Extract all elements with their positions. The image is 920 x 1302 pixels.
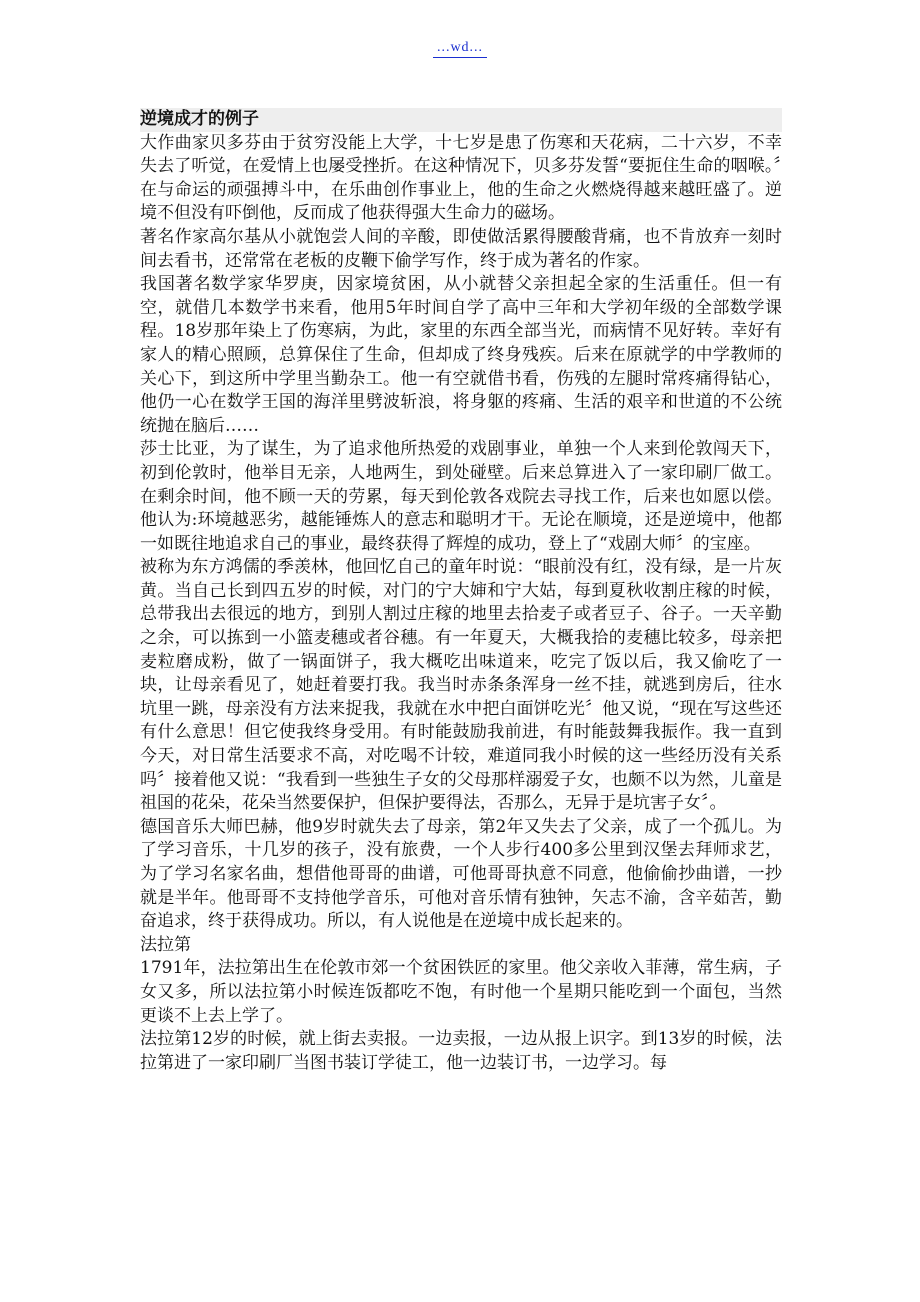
- paragraph-hua-luogeng: 我国著名数学家华罗庚，因家境贫困，从小就替父亲担起全家的生活重任。但一有空，就借几本数学书来看，他用5年时间自学了高中三年和大学初年级的全部数学课程。18岁那年染上了伤寒病，为此，家里的东西全部当光，而病情不见好转。幸好有家人的精心照顾，总算保住了生命，但却成了终身残疾。后来在原就学的中学教师的关心下，到这所中学里当勤杂工。他一有空就借书看，伤残的左腿时常疼痛得钻心，他仍一心在数学王国的海洋里劈波斩浪，将身躯的疼痛、生活的艰辛和世道的不公统统抛在脑后……: [140, 274, 782, 436]
- paragraph-faraday-birth: 1791年，法拉第出生在伦敦市郊一个贫困铁匠的家里。他父亲收入菲薄，常生病，子女又多，所以法拉第小时候连饭都吃不饱，有时他一个星期只能吃到一个面包，当然更谈不上去上学了。: [140, 958, 782, 1026]
- paragraph-faraday-youth: 法拉第12岁的时候，就上街去卖报。一边卖报，一边从报上识字。到13岁的时候，法拉第进了一家印刷厂当图书装订学徒工，他一边装订书，一边学习。每: [140, 1029, 782, 1073]
- paragraph-shakespeare: 莎士比亚，为了谋生，为了追求他所热爱的戏剧事业，单独一个人来到伦敦闯天下，初到伦敦时，他举目无亲，人地两生，到处碰壁。后来总算进入了一家印刷厂做工。在剩余时间，他不顾一天的劳累，每天到伦敦各戏院去寻找工作，后来也如愿以偿。他认为:环境越恶劣，越能锤炼人的意志和聪明才干。无论在顺境，还是逆境中，他都一如既往地追求自己的事业，最终获得了辉煌的成功，登上了“戏剧大师〞的宝座。: [140, 439, 782, 554]
- paragraph-beethoven: 大作曲家贝多芬由于贫穷没能上大学，十七岁是患了伤寒和天花病，二十六岁，不幸失去了听觉，在爱情上也屡受挫折。在这种情况下，贝多芬发誓“要扼住生命的咽喉。〞在与命运的顽强搏斗中，在乐曲创作事业上，他的生命之火燃烧得越来越旺盛了。逆境不但没有吓倒他，反而成了他获得强大生命力的磁场。: [140, 132, 782, 224]
- document-body: [140, 108, 782, 1075]
- document-title: 逆境成才的例子: [140, 108, 782, 132]
- header-watermark: [0, 40, 920, 58]
- paragraph-gorky: 著名作家高尔基从小就饱尝人间的辛酸，即使做活累得腰酸背痛，也不肯放弃一刻时间去看书，还常常在老板的皮鞭下偷学写作，终于成为著名的作家。: [140, 226, 782, 271]
- header-watermark-text: ...wd...: [433, 40, 487, 58]
- paragraph-ji-xianlin: 被称为东方鸿儒的季羡林，他回忆自己的童年时说：“眼前没有红，没有绿，是一片灰黄。当自己长到四五岁的时候，对门的宁大婶和宁大姑，每到夏秋收割庄稼的时候，总带我出去很远的地方，到别人割过庄稼的地里去拾麦子或者豆子、谷子。一天辛勤之余，可以拣到一小篮麦穗或者谷穗。有一年夏天，大概我拾的麦穗比较多，母亲把麦粒磨成粉，做了一锅面饼子，我大概吃出味道来，吃完了饭以后，我又偷吃了一块，让母亲看见了，她赶着要打我。我当时赤条条浑身一丝不挂，就逃到房后，往水坑里一跳，母亲没有方法来捉我，我就在水中把白面饼吃光〞他又说，“现在写这些还有什么意思！但它使我终身受用。有时能鼓励我前进，有时能鼓舞我振作。我一直到今天，对日常生活要求不高，对吃喝不计较，难道同我小时候的这一些经历没有关系吗〞接着他又说：“我看到一些独生子女的父母那样溺爱子女，也颇不以为然，儿童是祖国的花朵，花朵当然要保护，但保护要得法，否那么，无异于是坑害子女〞。: [140, 557, 782, 814]
- paragraph-bach: 德国音乐大师巴赫，他9岁时就失去了母亲，第2年又失去了父亲，成了一个孤儿。为了学习音乐，十几岁的孩子，没有旅费，一个人步行400多公里到汉堡去拜师求艺，为了学习名家名曲，想借他哥哥的曲谱，可他哥哥执意不同意，他偷偷抄曲谱，一抄就是半年。他哥哥不支持他学音乐，可他对音乐情有独钟，矢志不渝，含辛茹苦，勤奋追求，终于获得成功。所以，有人说他是在逆境中成长起来的。: [140, 816, 782, 932]
- section-heading-faraday: 法拉第: [140, 934, 191, 955]
